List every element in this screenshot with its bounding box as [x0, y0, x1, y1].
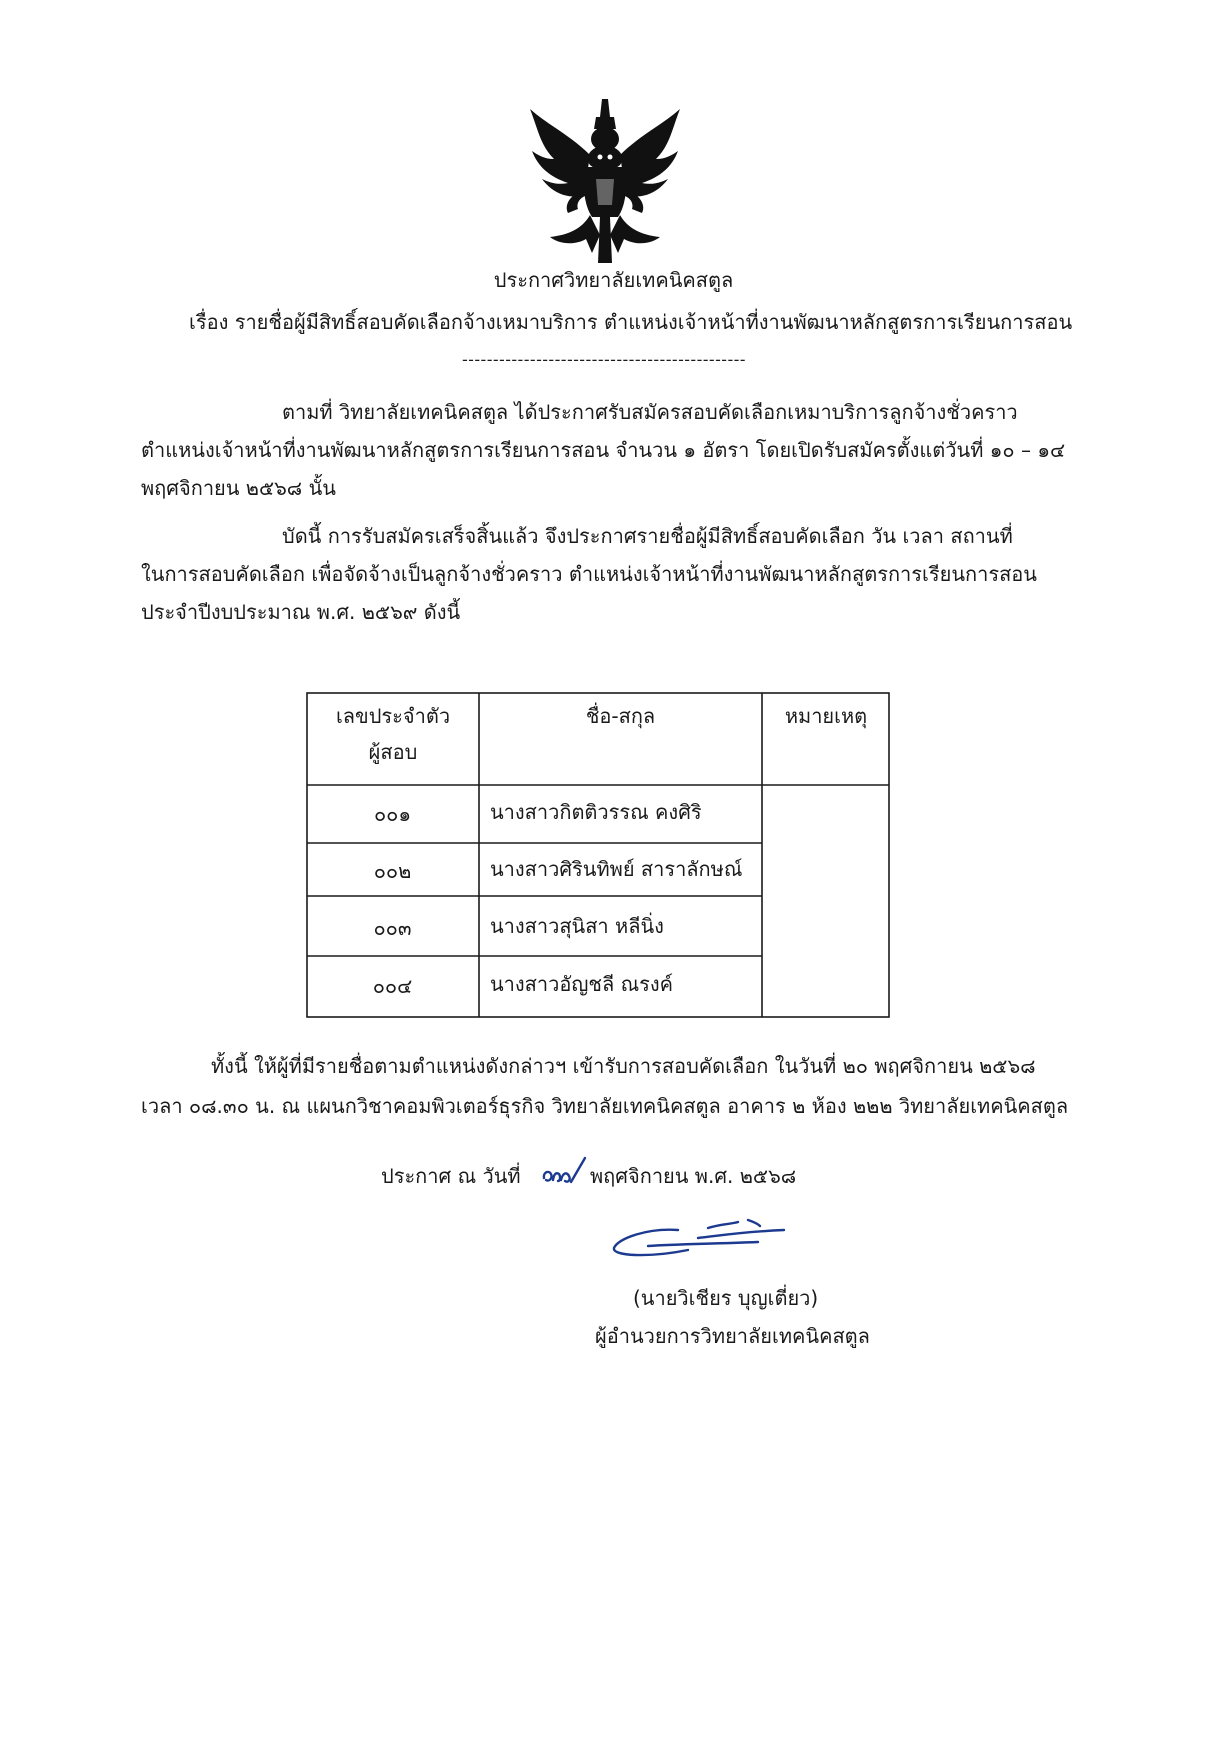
candidates-table [306, 692, 890, 1018]
document-subject: เรื่อง รายชื่อผู้มีสิทธิ์สอบคัดเลือกจ้างเหมาบริการ ตำแหน่งเจ้าหน้าที่งานพัฒนาหลักสูตรการเรียนการสอน [189, 310, 1073, 334]
candidate-id: ๐๐๑ [373, 802, 412, 826]
header-id-line1: เลขประจำตัว [335, 704, 451, 728]
candidate-id: ๐๐๒ [373, 859, 412, 883]
para2-line1: บัดนี้ การรับสมัครเสร็จสิ้นแล้ว จึงประกาศรายชื่อผู้มีสิทธิ์สอบคัดเลือก วัน เวลา สถานที่ [282, 524, 1013, 548]
header-name: ชื่อ-สกุล [585, 704, 656, 728]
para1-line2: ตำแหน่งเจ้าหน้าที่งานพัฒนาหลักสูตรการเรียนการสอน จำนวน ๑ อัตรา โดยเปิดรับสมัครตั้งแต่วันที่ ๑๐ – ๑๔ [141, 438, 1066, 462]
handwritten-day [541, 1156, 587, 1190]
signatory-name: (นายวิเชียร บุญเตี่ยว) [633, 1286, 819, 1310]
signature-mark [608, 1218, 788, 1262]
header-divider: ---------------------------------------------- [462, 350, 746, 369]
para2-line2: ในการสอบคัดเลือก เพื่อจัดจ้างเป็นลูกจ้างชั่วคราว ตำแหน่งเจ้าหน้าที่งานพัฒนาหลักสูตรการเรียนการสอน [141, 562, 1037, 586]
signatory-position: ผู้อำนวยการวิทยาลัยเทคนิคสตูล [595, 1324, 870, 1348]
announce-prefix: ประกาศ ณ วันที่ [381, 1164, 521, 1188]
header-id-line2: ผู้สอบ [368, 740, 418, 764]
candidate-id: ๐๐๓ [373, 916, 412, 940]
candidate-name: นางสาวกิตติวรรณ คงศิริ [490, 800, 702, 824]
header-remark: หมายเหตุ [784, 704, 868, 728]
para2-line3: ประจำปีงบประมาณ พ.ศ. ๒๕๖๙ ดังนี้ [141, 600, 461, 624]
para3-line2: เวลา ๐๘.๓๐ น. ณ แผนกวิชาคอมพิวเตอร์ธุรกิจ วิทยาลัยเทคนิคสตูล อาคาร ๒ ห้อง ๒๒๒ วิทยาลัยเทคนิคสตูล [141, 1094, 1069, 1118]
garuda-emblem-icon [520, 95, 690, 265]
candidate-name: นางสาวศิรินทิพย์ สาราลักษณ์ [490, 857, 743, 881]
candidate-id: ๐๐๔ [372, 974, 413, 998]
para1-line3: พฤศจิกายน ๒๕๖๘ นั้น [141, 476, 336, 500]
para1-line1: ตามที่ วิทยาลัยเทคนิคสตูล ได้ประกาศรับสมัครสอบคัดเลือกเหมาบริการลูกจ้างชั่วคราว [282, 400, 1018, 424]
para3-line1: ทั้งนี้ ให้ผู้ที่มีรายชื่อตามตำแหน่งดังกล่าวฯ เข้ารับการสอบคัดเลือก ในวันที่ ๒๐ พฤศจิกายน ๒๕๖๘ [211, 1054, 1036, 1078]
candidate-name: นางสาวสุนิสา หลีนิ่ง [490, 914, 664, 938]
candidate-name: นางสาวอัญชลี ณรงค์ [490, 972, 674, 996]
announce-suffix: พฤศจิกายน พ.ศ. ๒๕๖๘ [590, 1164, 797, 1188]
document-title: ประกาศวิทยาลัยเทคนิคสตูล [493, 268, 734, 292]
